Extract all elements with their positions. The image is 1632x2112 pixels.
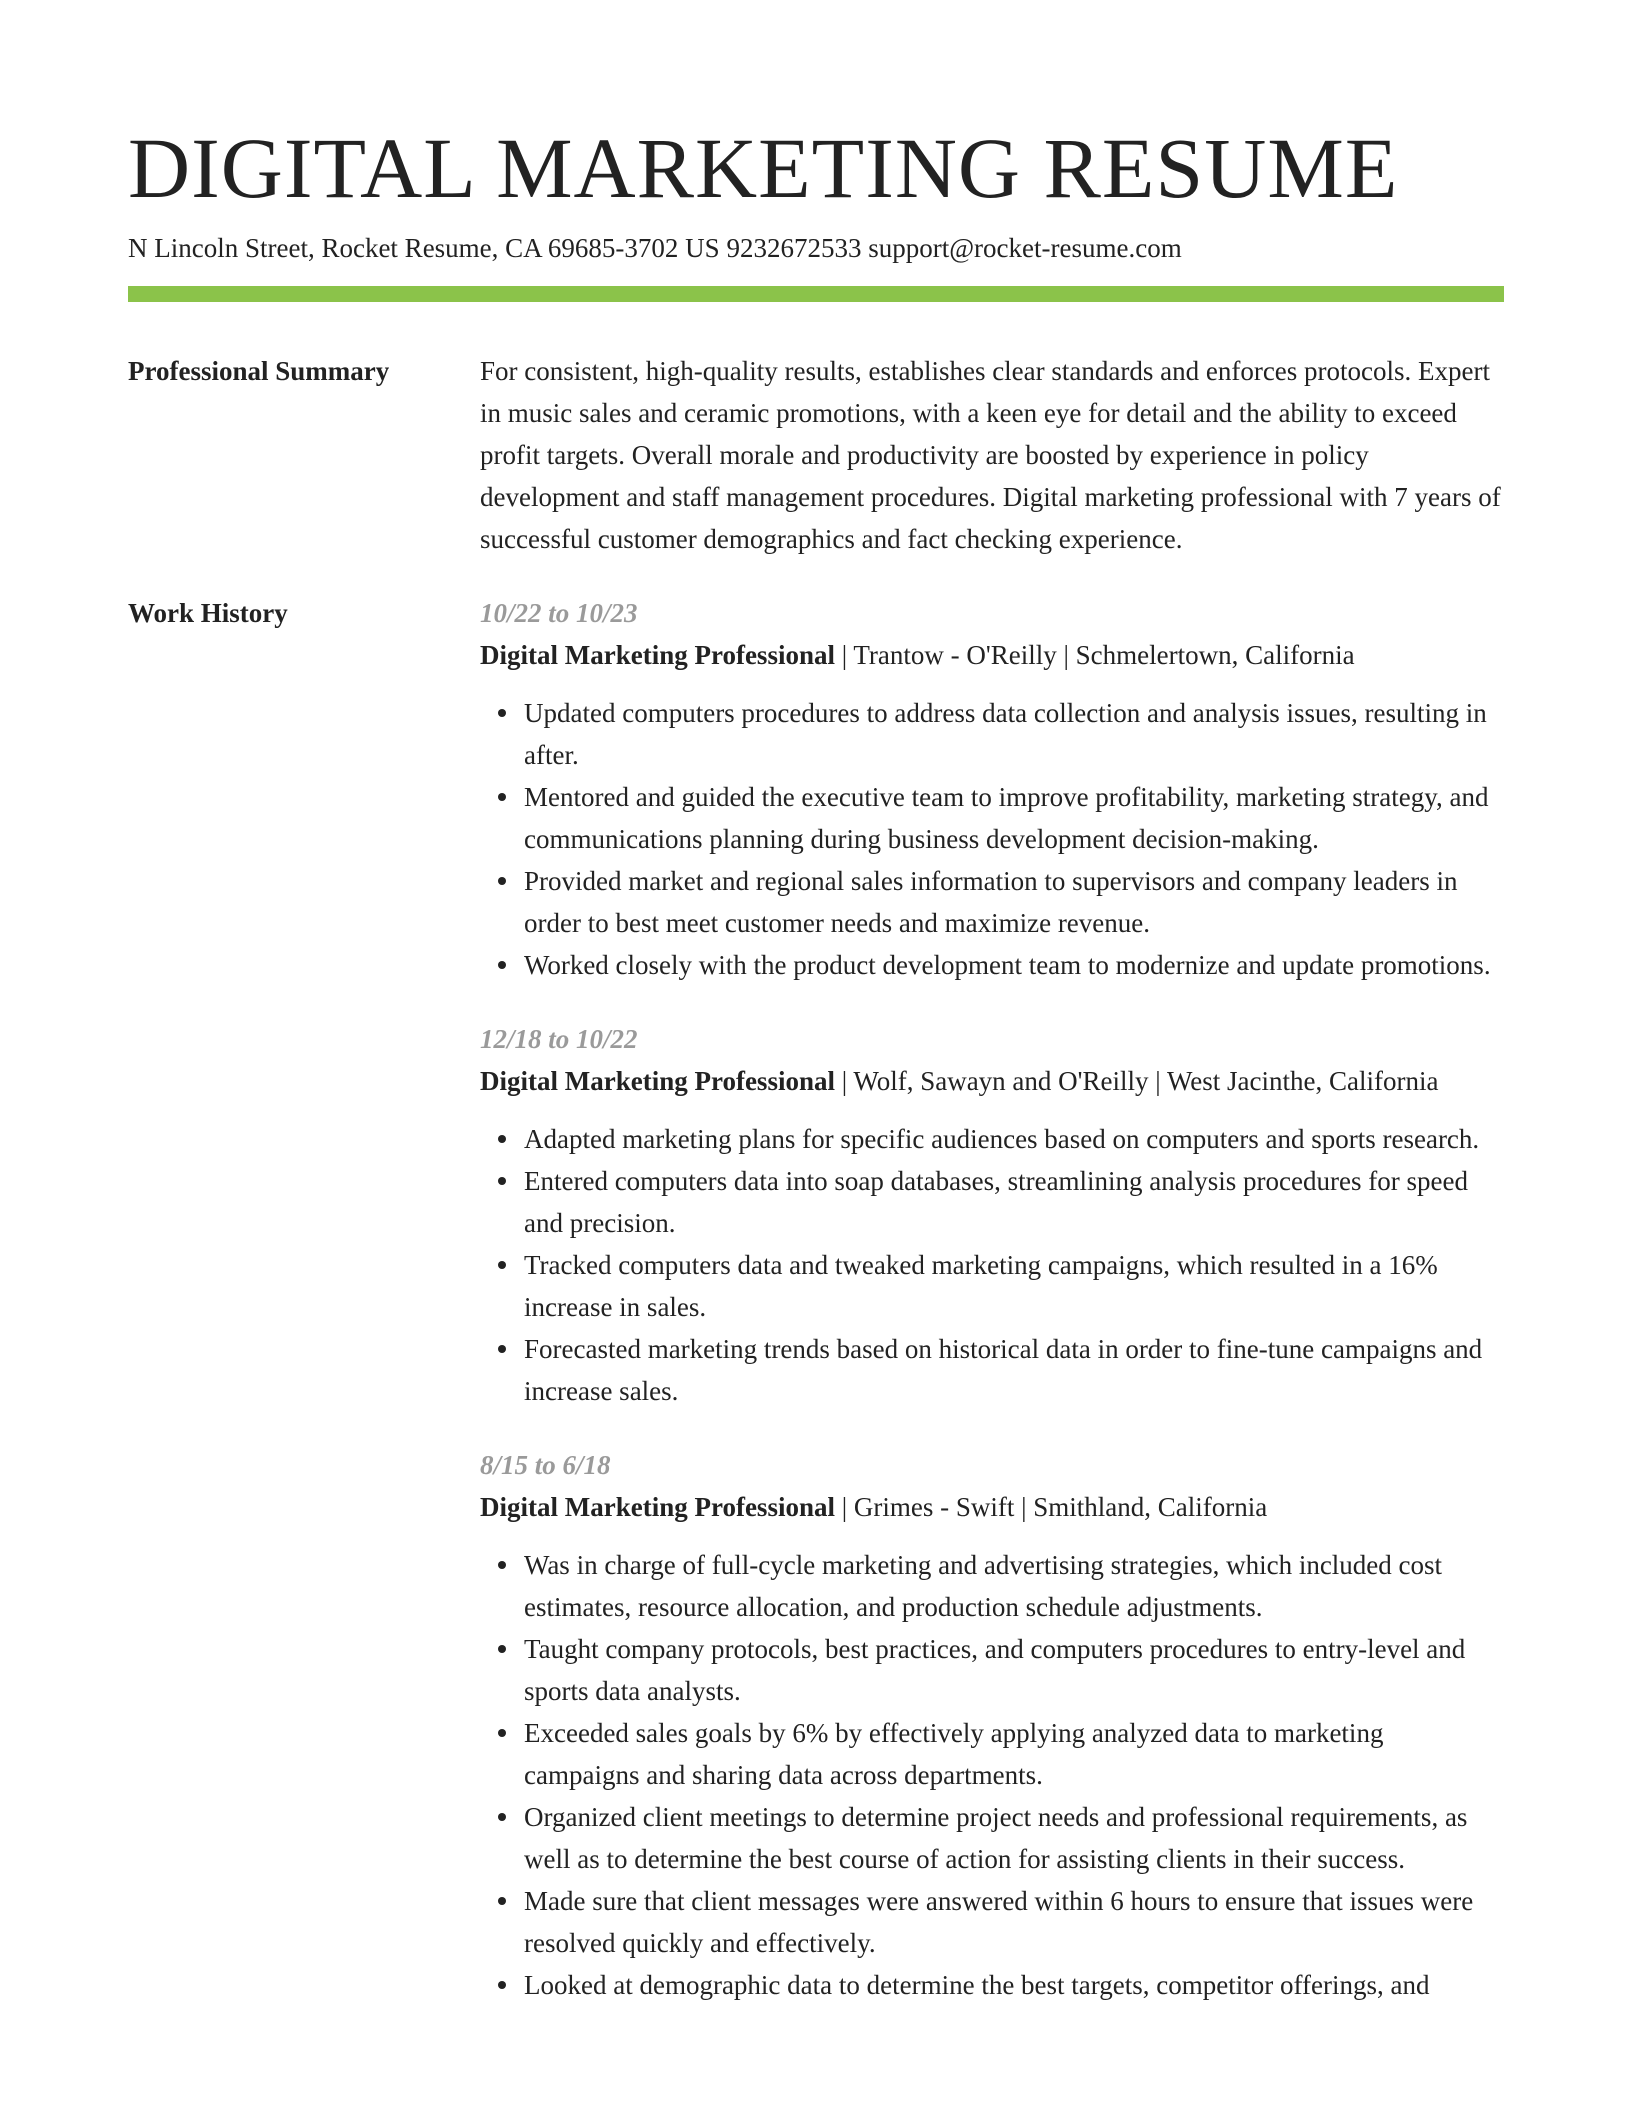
job-bullet: Updated computers procedures to address data collection and analysis issues, resulting in after. bbox=[524, 692, 1504, 776]
resume-body bbox=[128, 350, 1504, 2038]
job-title: Digital Marketing Professional bbox=[480, 1066, 835, 1096]
job-dates: 10/22 to 10/23 bbox=[480, 598, 638, 628]
job-header bbox=[480, 1486, 1504, 1528]
summary-heading: Professional Summary bbox=[128, 356, 390, 386]
job-dates: 12/18 to 10/22 bbox=[480, 1024, 638, 1054]
job-details: | Wolf, Sawayn and O'Reilly | West Jacinthe, California bbox=[834, 1066, 1439, 1096]
summary-content bbox=[480, 350, 1504, 560]
job-bullet: Forecasted marketing trends based on historical data in order to fine-tune campaigns and increase sales. bbox=[524, 1328, 1504, 1412]
job-title: Digital Marketing Professional bbox=[480, 640, 835, 670]
summary-text: For consistent, high-quality results, establishes clear standards and enforces protocols. Expert in music sales and ceramic promotions, with a keen eye for detail and the ability to exceed profit targets. Overall morale and productivity are boosted by experience in policy development and staff management procedures. Digital marketing professional with 7 years of successful customer demographics and fact checking experience. bbox=[480, 356, 1501, 554]
job-bullet: Entered computers data into soap databases, streamlining analysis procedures for speed and precision. bbox=[524, 1160, 1504, 1244]
job-bullet: Organized client meetings to determine project needs and professional requirements, as well as to determine the best course of action for assisting clients in their success. bbox=[524, 1796, 1504, 1880]
summary-section bbox=[128, 350, 1504, 560]
accent-divider bbox=[128, 286, 1504, 302]
contact-info: N Lincoln Street, Rocket Resume, CA 69685-3702 US 9232672533 support@rocket-resume.com bbox=[128, 233, 1182, 263]
job-details: | Grimes - Swift | Smithland, California bbox=[834, 1492, 1268, 1522]
job-bullet-list bbox=[480, 692, 1504, 986]
resume-title: DIGITAL MARKETING RESUME bbox=[128, 120, 1399, 216]
job-dates: 8/15 to 6/18 bbox=[480, 1450, 611, 1480]
job-bullet-list bbox=[480, 1118, 1504, 1412]
job-header bbox=[480, 634, 1504, 676]
job-bullet-list bbox=[480, 1544, 1504, 2006]
job-bullet: Taught company protocols, best practices, and computers procedures to entry-level and sports data analysts. bbox=[524, 1628, 1504, 1712]
job-bullet: Worked closely with the product development team to modernize and update promotions. bbox=[524, 944, 1504, 986]
work-history-heading: Work History bbox=[128, 598, 288, 628]
job-bullet: Mentored and guided the executive team to improve profitability, marketing strategy, and communications planning during business development decision-making. bbox=[524, 776, 1504, 860]
job-entry bbox=[480, 1444, 1504, 2006]
job-entry bbox=[480, 1018, 1504, 1412]
job-entry bbox=[480, 592, 1504, 986]
job-bullet: Looked at demographic data to determine the best targets, competitor offerings, and bbox=[524, 1964, 1504, 2006]
job-bullet: Was in charge of full-cycle marketing and advertising strategies, which included cost estimates, resource allocation, and production schedule adjustments. bbox=[524, 1544, 1504, 1628]
job-title: Digital Marketing Professional bbox=[480, 1492, 835, 1522]
job-header bbox=[480, 1060, 1504, 1102]
work-history-content bbox=[480, 592, 1504, 2038]
job-details: | Trantow - O'Reilly | Schmelertown, California bbox=[834, 640, 1355, 670]
job-bullet: Tracked computers data and tweaked marketing campaigns, which resulted in a 16% increase in sales. bbox=[524, 1244, 1504, 1328]
job-bullet: Exceeded sales goals by 6% by effectively applying analyzed data to marketing campaigns and sharing data across departments. bbox=[524, 1712, 1504, 1796]
job-bullet: Made sure that client messages were answered within 6 hours to ensure that issues were resolved quickly and effectively. bbox=[524, 1880, 1504, 1964]
job-bullet: Adapted marketing plans for specific audiences based on computers and sports research. bbox=[524, 1118, 1504, 1160]
work-history-section bbox=[128, 592, 1504, 2038]
job-bullet: Provided market and regional sales information to supervisors and company leaders in order to best meet customer needs and maximize revenue. bbox=[524, 860, 1504, 944]
